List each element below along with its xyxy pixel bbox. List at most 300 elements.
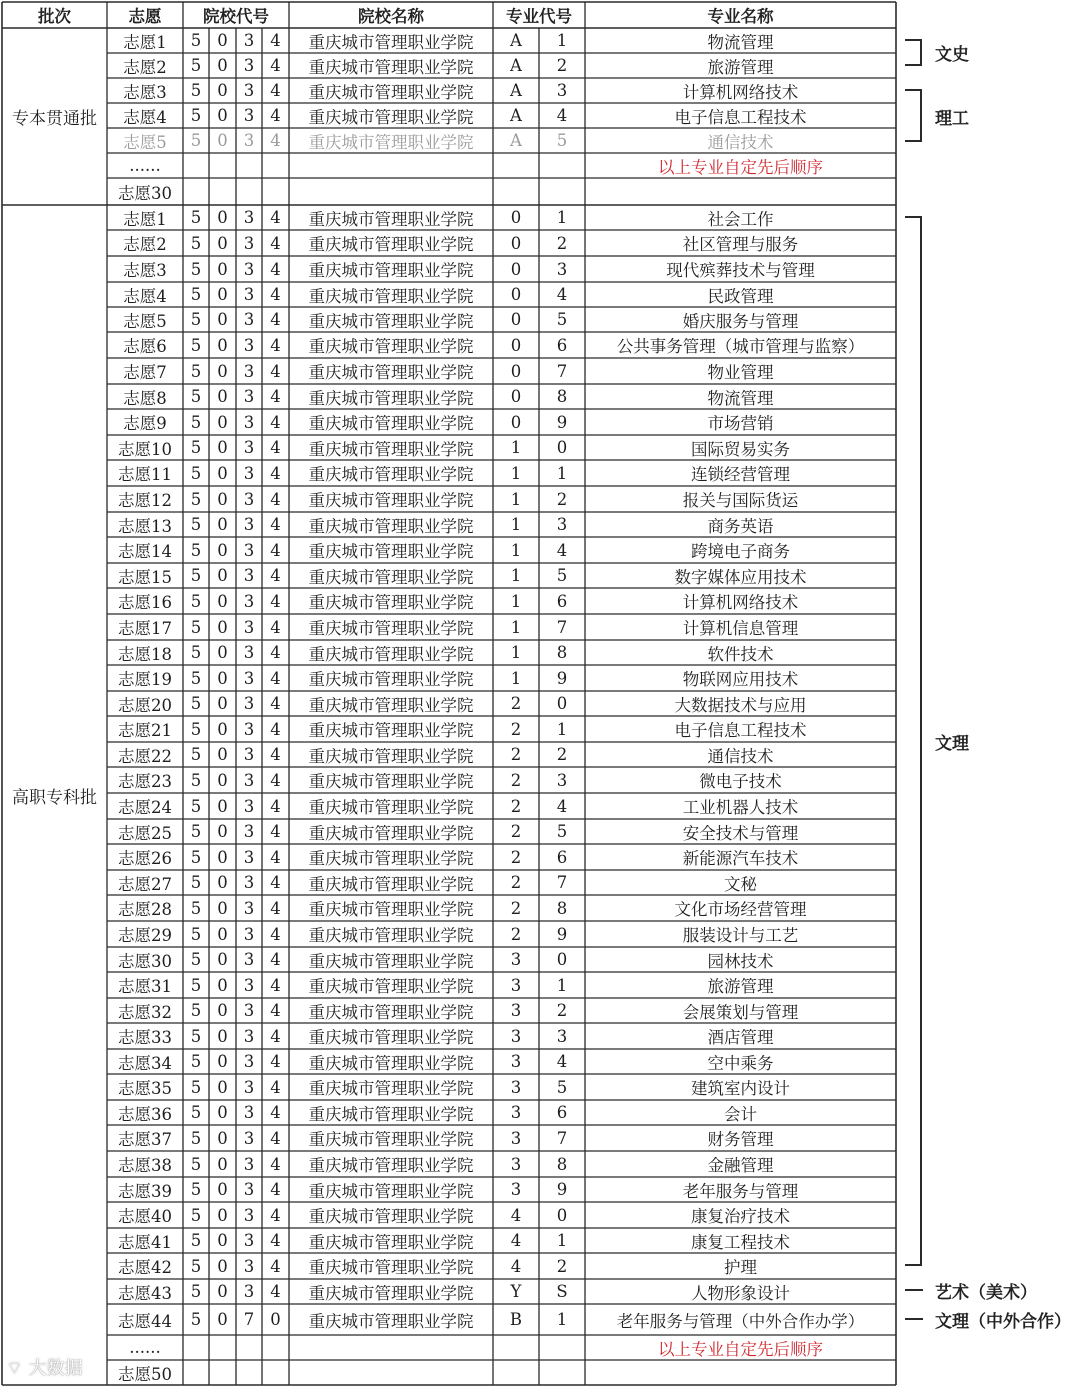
school-code-digit: 4 (270, 259, 281, 279)
school-code-digit: 3 (243, 1154, 255, 1174)
major-code-digit: 2 (510, 898, 522, 918)
school-name-cell: 重庆城市管理职业学院 (308, 1181, 474, 1201)
school-code-digit: 0 (217, 540, 228, 560)
category-label: 文理（中外合作） (935, 1312, 1071, 1332)
choice-cell: ...... (129, 156, 161, 175)
school-code-digit: 0 (217, 1310, 228, 1329)
major-name-cell: 婚庆服务与管理 (682, 311, 799, 331)
major-code-digit (539, 178, 585, 205)
school-code-digit: 0 (217, 412, 228, 432)
school-code-digit: 3 (243, 361, 255, 381)
school-code-digit: 0 (217, 566, 228, 585)
category-bracket (905, 40, 921, 65)
school-code-digit: 4 (270, 873, 281, 892)
choice-cell: 志愿2 (123, 57, 167, 77)
school-code-digit: 0 (217, 131, 228, 150)
school-code-digit: 4 (270, 438, 281, 457)
major-code-digit: 3 (510, 1128, 522, 1148)
school-code-digit: 5 (190, 873, 202, 892)
choice-cell: 志愿23 (118, 772, 172, 791)
major-name-cell: 跨境电子商务 (691, 542, 790, 561)
school-code-digit: 0 (217, 81, 228, 100)
school-name-cell: 重庆城市管理职业学院 (308, 235, 474, 254)
major-code-digit: 5 (556, 131, 568, 150)
school-code-digit (183, 178, 209, 205)
school-code-digit: 3 (243, 1231, 255, 1250)
major-name-cell: 社区管理与服务 (682, 235, 799, 254)
choice-cell: 志愿3 (123, 82, 167, 102)
school-code-digit: 4 (270, 208, 281, 227)
choice-cell: 志愿39 (118, 1181, 172, 1201)
school-code-digit: 5 (190, 1026, 202, 1046)
school-code-digit: 4 (270, 1282, 281, 1301)
school-name-cell: 重庆城市管理职业学院 (308, 516, 474, 536)
major-code-digit: 0 (510, 233, 522, 253)
major-code-digit: 1 (510, 617, 522, 637)
major-name-cell: 市场营销 (707, 414, 774, 433)
major-code-digit: 3 (510, 1001, 522, 1020)
choice-cell: 志愿36 (118, 1104, 172, 1124)
school-code-digit: 3 (243, 847, 255, 867)
school-code-digit: 4 (270, 1077, 281, 1097)
school-code-digit: 3 (243, 1001, 255, 1020)
school-code-digit: 4 (270, 387, 281, 406)
school-name-cell: 重庆城市管理职业学院 (308, 849, 474, 868)
school-code-digit: 3 (243, 259, 255, 279)
school-code-digit: 4 (270, 924, 281, 944)
major-name-cell: 老年服务与管理（中外合作办学） (616, 1311, 865, 1331)
school-code-digit: 0 (217, 898, 228, 918)
school-name-cell: 重庆城市管理职业学院 (308, 32, 474, 52)
choice-cell: 志愿34 (118, 1053, 172, 1073)
choice-cell: 志愿16 (118, 593, 172, 612)
school-name-cell: 重庆城市管理职业学院 (308, 82, 474, 102)
school-code-digit (262, 178, 289, 205)
header-school-code: 院校代号 (203, 7, 269, 26)
batch-label: 高职专科批 (12, 787, 97, 808)
major-code-digit: 9 (556, 924, 568, 944)
school-code-digit: 3 (243, 310, 255, 329)
choice-cell: 志愿4 (123, 107, 167, 127)
major-name-cell: 软件技术 (707, 644, 774, 664)
school-code-digit: 0 (217, 924, 228, 944)
major-name-cell: 财务管理 (707, 1130, 774, 1149)
school-code-digit: 5 (190, 56, 202, 75)
school-code-digit: 5 (190, 1231, 202, 1250)
school-code-digit: 4 (270, 31, 281, 50)
school-code-digit: 0 (217, 822, 228, 841)
major-code-digit: B (509, 1310, 523, 1329)
choice-cell: 志愿30 (118, 183, 172, 203)
major-name-cell: 以上专业自定先后顺序 (658, 1339, 823, 1359)
school-code-digit: 0 (217, 361, 228, 381)
choice-cell: 志愿29 (118, 926, 172, 945)
major-code-digit: 7 (556, 361, 568, 381)
school-code-digit: 4 (270, 1256, 281, 1276)
major-code-digit (539, 153, 585, 178)
school-code-digit: 3 (243, 566, 255, 585)
major-name-cell: 计算机网络技术 (682, 82, 799, 102)
major-code-digit: 0 (556, 950, 568, 969)
major-code-digit: 3 (510, 950, 522, 969)
major-code-digit: 7 (556, 873, 568, 892)
school-name-cell: 重庆城市管理职业学院 (308, 823, 474, 843)
major-name-cell: 老年服务与管理 (682, 1181, 799, 1201)
major-name-cell: 文化市场经营管理 (674, 900, 807, 919)
school-name-cell: 重庆城市管理职业学院 (308, 721, 474, 740)
major-code-digit: 4 (510, 1256, 522, 1276)
school-code-digit: 0 (217, 975, 228, 995)
school-name-cell: 重庆城市管理职业学院 (308, 1311, 474, 1331)
major-code-digit: 1 (510, 489, 522, 509)
major-code-digit: 1 (556, 208, 568, 227)
school-name-cell: 重庆城市管理职业学院 (308, 1207, 474, 1226)
category-bracket (905, 217, 921, 1265)
major-code-digit: 2 (556, 745, 568, 764)
school-code-digit: 4 (270, 540, 281, 560)
major-code-digit: Y (510, 1282, 522, 1301)
major-code-digit: 1 (510, 463, 522, 483)
major-code-digit: A (510, 56, 522, 75)
major-code-digit: 8 (556, 1154, 568, 1174)
school-code-digit: 0 (217, 1128, 228, 1148)
school-code-digit: 4 (270, 950, 281, 969)
school-code-digit: 4 (270, 822, 281, 841)
school-code-digit: 3 (243, 591, 255, 611)
school-code-digit: 4 (270, 412, 281, 432)
major-name-cell: 公共事务管理（城市管理与监察） (616, 337, 865, 356)
major-code-digit: 7 (556, 1128, 568, 1148)
school-code-digit (262, 1360, 289, 1385)
school-code-digit: 4 (270, 515, 281, 534)
school-code-digit: 5 (190, 540, 202, 560)
school-code-digit: 4 (270, 1001, 281, 1020)
major-name-cell: 护理 (724, 1258, 757, 1277)
school-code-digit: 5 (190, 566, 202, 585)
major-name-cell: 物联网应用技术 (682, 670, 799, 689)
school-code-digit: 5 (190, 515, 202, 534)
school-code-digit: 5 (190, 1205, 202, 1225)
category-label: 文史 (935, 45, 969, 65)
choice-cell: 志愿3 (123, 261, 167, 280)
school-code-digit: 5 (190, 387, 202, 406)
major-code-digit: 4 (510, 1231, 522, 1250)
school-code-digit: 5 (190, 1077, 202, 1097)
school-code-digit: 3 (243, 822, 255, 841)
major-code-digit: 3 (556, 81, 568, 100)
school-code-digit: 0 (217, 950, 228, 969)
major-code-digit: 0 (510, 412, 522, 432)
school-code-digit: 5 (190, 1052, 202, 1071)
school-code-digit: 5 (190, 259, 202, 279)
school-code-digit: 3 (243, 285, 255, 304)
school-code-digit (183, 1360, 209, 1385)
school-code-digit: 3 (243, 31, 255, 50)
school-code-digit: 4 (270, 463, 281, 483)
school-name-cell: 重庆城市管理职业学院 (308, 491, 474, 510)
major-code-digit: 1 (556, 31, 568, 50)
school-code-digit: 0 (270, 1310, 281, 1329)
header-major-name: 专业名称 (707, 7, 774, 26)
major-name-cell: 酒店管理 (707, 1028, 774, 1047)
school-code-digit: 5 (190, 668, 202, 688)
major-name-cell (585, 178, 896, 205)
school-code-digit: 0 (217, 694, 228, 713)
school-code-digit: 5 (190, 489, 202, 509)
school-code-digit: 0 (217, 259, 228, 279)
school-code-digit: 5 (190, 1180, 202, 1199)
major-code-digit: A (510, 81, 522, 100)
school-code-digit: 4 (270, 566, 281, 585)
school-name-cell: 重庆城市管理职业学院 (308, 414, 474, 433)
choice-cell: ...... (129, 1338, 161, 1357)
major-name-cell: 大数据技术与应用 (674, 695, 807, 715)
header-batch: 批次 (38, 7, 71, 26)
choice-cell: 志愿32 (118, 1002, 172, 1022)
major-code-digit: 3 (556, 1026, 568, 1046)
school-name-cell: 重庆城市管理职业学院 (308, 567, 474, 587)
major-code-digit: 2 (510, 719, 522, 739)
school-code-digit: 3 (243, 540, 255, 560)
major-name-cell: 民政管理 (707, 286, 774, 306)
school-code-digit: 5 (190, 1103, 202, 1122)
major-code-digit: 9 (556, 668, 568, 688)
major-code-digit (493, 178, 539, 205)
school-code-digit: 3 (243, 233, 255, 253)
school-code-digit: 4 (270, 975, 281, 995)
school-code-digit: 3 (243, 1180, 255, 1199)
major-name-cell (585, 1360, 896, 1385)
choice-cell: 志愿43 (118, 1283, 172, 1303)
school-code-digit: 0 (217, 387, 228, 406)
school-code-digit: 5 (190, 1282, 202, 1301)
major-code-digit: 1 (556, 1310, 568, 1329)
school-code-digit: 4 (270, 1128, 281, 1148)
choice-cell: 志愿7 (123, 363, 167, 382)
school-code-digit: 5 (190, 1310, 202, 1329)
major-code-digit: A (510, 106, 522, 125)
choice-cell: 志愿50 (118, 1364, 172, 1384)
school-code-digit: 0 (217, 1026, 228, 1046)
major-code-digit: 2 (510, 822, 522, 841)
school-code-digit: 3 (243, 924, 255, 944)
school-code-digit: 0 (217, 873, 228, 892)
major-code-digit (493, 1360, 539, 1385)
major-code-digit: 5 (556, 822, 568, 841)
major-name-cell: 旅游管理 (707, 57, 774, 77)
school-code-digit: 3 (243, 208, 255, 227)
major-code-digit: 3 (556, 259, 568, 279)
major-code-digit: 4 (556, 1052, 568, 1071)
major-name-cell: 康复工程技术 (691, 1232, 790, 1252)
school-code-digit: 3 (243, 489, 255, 509)
school-code-digit: 3 (243, 81, 255, 100)
school-code-digit: 4 (270, 56, 281, 75)
major-code-digit: 0 (510, 310, 522, 329)
major-code-digit: 0 (510, 285, 522, 304)
school-name-cell: 重庆城市管理职业学院 (308, 593, 474, 612)
major-code-digit: 8 (556, 387, 568, 406)
school-code-digit: 0 (217, 489, 228, 509)
major-code-digit: 1 (510, 668, 522, 688)
major-code-digit: 6 (556, 335, 568, 355)
school-code-digit: 4 (270, 1103, 281, 1122)
school-name-cell: 重庆城市管理职业学院 (308, 337, 474, 356)
choice-cell: 志愿11 (118, 465, 172, 484)
school-code-digit: 5 (190, 745, 202, 764)
school-code-digit: 5 (190, 770, 202, 790)
school-code-digit: 0 (217, 335, 228, 355)
choice-cell: 志愿2 (123, 235, 167, 254)
choice-cell: 志愿9 (123, 414, 167, 433)
major-name-cell: 文秘 (724, 874, 757, 894)
major-code-digit: 3 (510, 1103, 522, 1122)
school-name-cell: 重庆城市管理职业学院 (308, 57, 474, 77)
school-code-digit: 0 (217, 770, 228, 790)
school-code-digit: 0 (217, 643, 228, 662)
major-code-digit: 0 (556, 438, 568, 457)
school-code-digit: 4 (270, 1180, 281, 1199)
major-code-digit (539, 1360, 585, 1385)
school-code-digit: 3 (243, 643, 255, 662)
choice-cell: 志愿5 (123, 132, 167, 152)
major-name-cell: 安全技术与管理 (682, 823, 799, 843)
choice-cell: 志愿17 (118, 619, 172, 638)
major-code-digit: 1 (510, 643, 522, 662)
school-name-cell: 重庆城市管理职业学院 (308, 900, 474, 919)
school-code-digit: 3 (243, 745, 255, 764)
school-name-cell: 重庆城市管理职业学院 (308, 619, 474, 638)
major-code-digit: 6 (556, 591, 568, 611)
major-code-digit: 1 (556, 975, 568, 995)
major-name-cell: 金融管理 (707, 1156, 774, 1175)
school-code-digit: 3 (243, 1052, 255, 1071)
major-code-digit: 4 (556, 106, 568, 125)
major-code-digit: 5 (556, 310, 568, 329)
school-code-digit: 0 (217, 1180, 228, 1199)
school-code-digit (209, 153, 236, 178)
school-code-digit: 5 (190, 31, 202, 50)
school-code-digit: 0 (217, 515, 228, 534)
major-name-cell: 电子信息工程技术 (674, 107, 807, 127)
choice-cell: 志愿41 (118, 1232, 172, 1252)
category-label: 文理 (935, 734, 969, 754)
school-code-digit (209, 1335, 236, 1360)
school-code-digit: 4 (270, 898, 281, 918)
school-code-digit: 4 (270, 285, 281, 304)
major-code-digit: 6 (556, 847, 568, 867)
school-name-cell: 重庆城市管理职业学院 (308, 542, 474, 561)
major-code-digit: 3 (510, 1052, 522, 1071)
school-code-digit: 3 (243, 463, 255, 483)
school-name-cell: 重庆城市管理职业学院 (308, 363, 474, 382)
school-code-digit: 0 (217, 1103, 228, 1122)
school-name-cell: 重庆城市管理职业学院 (308, 695, 474, 715)
school-code-digit: 5 (190, 847, 202, 867)
school-name-cell: 重庆城市管理职业学院 (308, 926, 474, 945)
school-name-cell: 重庆城市管理职业学院 (308, 644, 474, 664)
school-code-digit: 0 (217, 1154, 228, 1174)
school-code-digit: 3 (243, 796, 255, 816)
major-code-digit: 2 (556, 489, 568, 509)
school-name-cell: 重庆城市管理职业学院 (308, 388, 474, 408)
school-code-digit: 0 (217, 56, 228, 75)
school-code-digit: 5 (190, 924, 202, 944)
school-code-digit (183, 1335, 209, 1360)
major-code-digit: 1 (556, 719, 568, 739)
school-code-digit: 5 (190, 335, 202, 355)
school-code-digit: 7 (243, 1310, 255, 1329)
school-name-cell: 重庆城市管理职业学院 (308, 874, 474, 894)
choice-cell: 志愿10 (118, 439, 172, 459)
major-code-digit: 0 (556, 694, 568, 713)
school-name-cell: 重庆城市管理职业学院 (308, 1258, 474, 1277)
major-name-cell: 会展策划与管理 (682, 1002, 799, 1022)
major-code-digit: 2 (510, 745, 522, 764)
major-name-cell: 现代殡葬技术与管理 (666, 261, 815, 280)
major-code-digit: 8 (556, 898, 568, 918)
major-name-cell: 商务英语 (707, 516, 774, 536)
school-code-digit: 0 (217, 745, 228, 764)
major-name-cell: 社会工作 (707, 209, 774, 229)
choice-cell: 志愿37 (118, 1130, 172, 1149)
school-code-digit: 4 (270, 694, 281, 713)
school-code-digit: 4 (270, 1154, 281, 1174)
choice-cell: 志愿6 (123, 337, 167, 356)
major-name-cell: 空中乘务 (707, 1053, 774, 1073)
major-code-digit: 3 (510, 975, 522, 995)
school-name-cell: 重庆城市管理职业学院 (308, 1232, 474, 1252)
school-code-digit: 4 (270, 233, 281, 253)
school-code-digit: 5 (190, 719, 202, 739)
school-code-digit: 0 (217, 463, 228, 483)
school-code-digit: 3 (243, 694, 255, 713)
major-name-cell: 物业管理 (707, 363, 774, 382)
school-code-digit: 5 (190, 1154, 202, 1174)
school-code-digit: 3 (243, 1077, 255, 1097)
school-name-cell: 重庆城市管理职业学院 (308, 1079, 474, 1098)
school-code-digit: 4 (270, 335, 281, 355)
choice-cell: 志愿33 (118, 1028, 172, 1047)
major-code-digit: 9 (556, 1180, 568, 1199)
school-name-cell: 重庆城市管理职业学院 (308, 772, 474, 791)
school-code-digit: 0 (217, 106, 228, 125)
choice-cell: 志愿4 (123, 286, 167, 306)
school-code-digit: 0 (217, 285, 228, 304)
school-code-digit: 5 (190, 796, 202, 816)
school-code-digit: 4 (270, 591, 281, 611)
school-code-digit: 4 (270, 668, 281, 688)
school-code-digit: 4 (270, 719, 281, 739)
school-code-digit (262, 1335, 289, 1360)
major-code-digit: 0 (510, 259, 522, 279)
school-name-cell: 重庆城市管理职业学院 (308, 798, 474, 817)
school-code-digit: 5 (190, 438, 202, 457)
major-code-digit: 1 (510, 566, 522, 585)
choice-cell: 志愿42 (118, 1258, 172, 1277)
major-code-digit: A (510, 31, 522, 50)
major-code-digit: 5 (556, 1077, 568, 1097)
school-code-digit: 4 (270, 489, 281, 509)
major-code-digit: 2 (510, 924, 522, 944)
school-code-digit: 0 (217, 1282, 228, 1301)
school-code-digit: 5 (190, 361, 202, 381)
major-name-cell: 微电子技术 (699, 772, 782, 791)
major-code-digit: 5 (556, 566, 568, 585)
school-code-digit: 0 (217, 1001, 228, 1020)
school-code-digit: 3 (243, 106, 255, 125)
school-code-digit: 3 (243, 131, 255, 150)
